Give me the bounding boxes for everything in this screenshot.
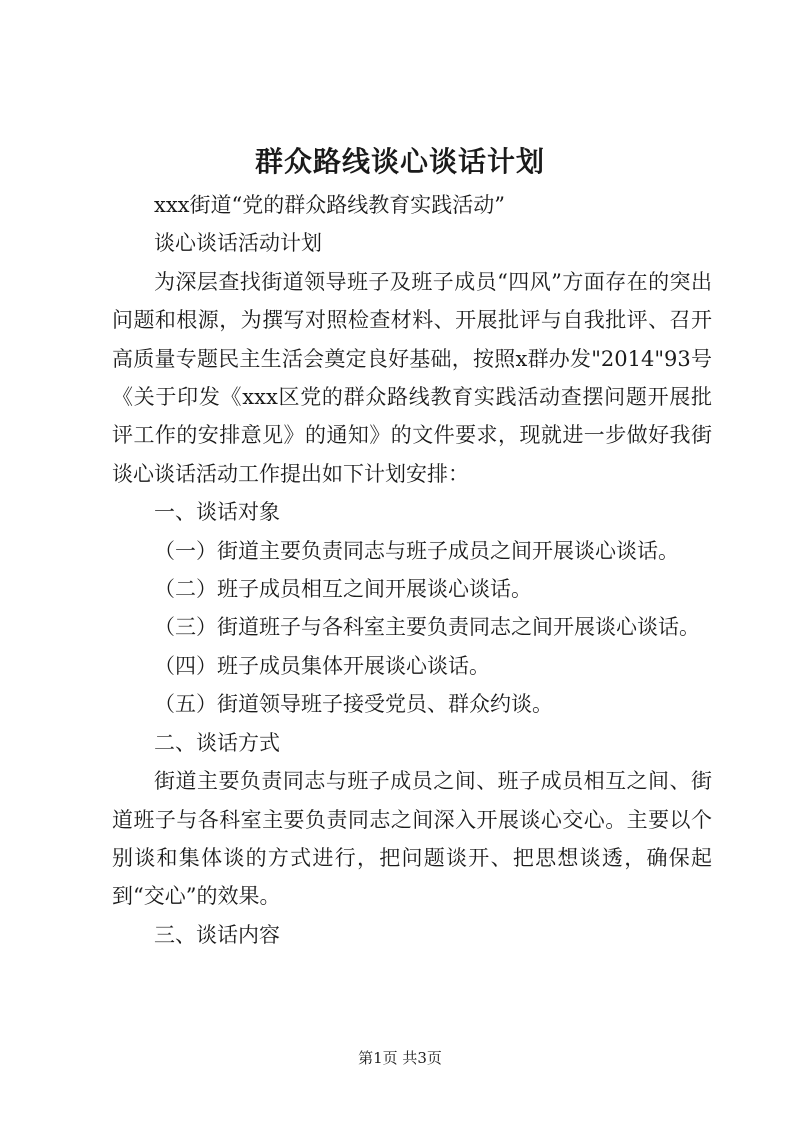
method-paragraph: 街道主要负责同志与班子成员之间、班子成员相互之间、街道班子与各科室主要负责同志之间深入开展谈心交心。主要以个别谈和集体谈的方式进行，把问题谈开、把思想谈透，确保起到“交心”的效果。: [112, 769, 712, 909]
section-heading-2: 二、谈话方式: [154, 730, 280, 755]
list-item: （四）班子成员集体开展谈心谈话。: [154, 653, 490, 678]
subtitle-line-1: xxx街道“党的群众路线教育实践活动”: [154, 193, 506, 217]
section-heading-3: 三、谈话内容: [154, 922, 280, 947]
intro-paragraph: 为深层查找街道领导班子及班子成员“四风”方面存在的突出问题和根源，为撰写对照检查材料、开展批评与自我批评、召开高质量专题民主生活会奠定良好基础，按照x群办发"2014"93号《关于印发《xxx区党的群众路线教育实践活动查摆问题开展批评工作的安排意见》的通知》的文件要求，现就进一步做好我街谈心谈话活动工作提出如下计划安排：: [112, 269, 712, 486]
list-item: （三）街道班子与各科室主要负责同志之间开展谈心谈话。: [154, 615, 700, 640]
document-title: 群众路线谈心谈话计划: [254, 145, 545, 178]
section-heading-1: 一、谈话对象: [154, 500, 280, 525]
list-item: （一）街道主要负责同志与班子成员之间开展谈心谈话。: [154, 538, 679, 563]
list-item: （二）班子成员相互之间开展谈心谈话。: [154, 577, 532, 602]
document-body: [112, 186, 712, 954]
subtitle-line-2: 谈心谈话活动计划: [154, 231, 322, 256]
list-item: （五）街道领导班子接受党员、群众约谈。: [154, 692, 553, 717]
page-footer: 第1页 共3页: [358, 1049, 442, 1067]
